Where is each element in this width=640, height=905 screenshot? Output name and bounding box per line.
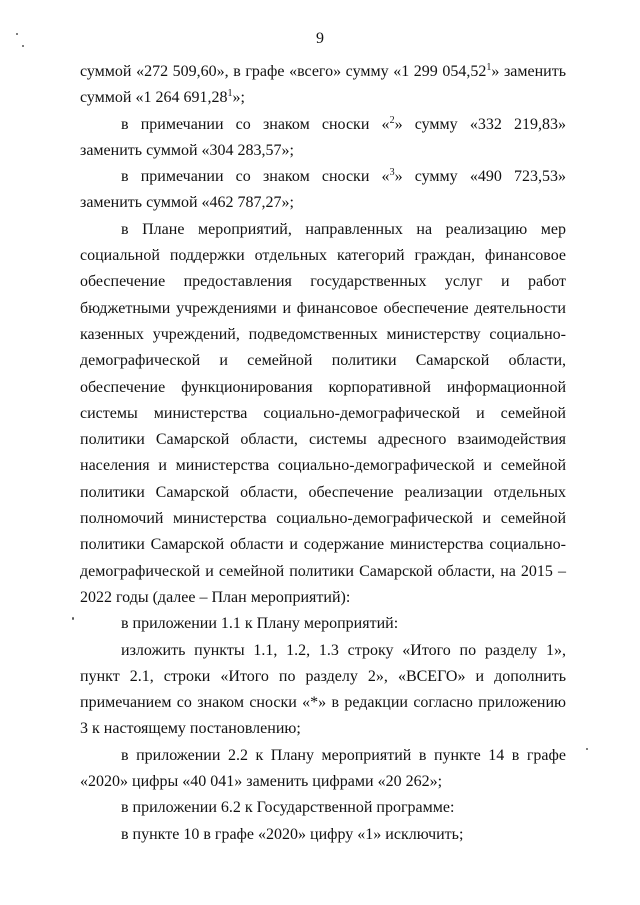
footnote-mark: 3 <box>389 167 395 179</box>
paragraph-continuation <box>80 59 566 112</box>
paragraph-text: в примечании со знаком сноски « <box>121 115 390 133</box>
scan-artifact <box>16 33 18 35</box>
paragraph-footnote-3 <box>80 164 566 217</box>
scan-artifact <box>586 748 588 750</box>
footnote-mark: 1 <box>486 62 492 73</box>
paragraph-text: » сумму «332 219,83» заменить суммой «304 283,57»; <box>80 115 566 159</box>
paragraph-plan-title: в Плане мероприятий, направленных на реализацию мер социальной поддержки отдельных категорий граждан, финансовое обеспечение предоставления государственных услуг и работ бюджетными учреждениями и финансовое обеспечение деятельности казенных учреждений, подведомственных министерству социально-демографической и семейной политики Самарской области, обеспечение функционирования корпоративной информационной системы министерства социально-демографической и семейной политики Самарской области, системы адресного взаимодействия населения и министерства социально-демографической и семейной политики Самарской области, обеспечение реализации отдельных полномочий министерства социально-демографической и семейной политики Самарской области и содержание министерства социально-демографической и семейной политики Самарской области, на 2015 – 2022 годы (далее – План мероприятий): <box>80 220 566 606</box>
paragraph-appendix-2-2: в приложении 2.2 к Плану мероприятий в пункте 14 в графе «2020» цифры «40 041» заменить цифрами «20 262»; <box>80 746 566 791</box>
paragraph-appendix-1-1: в приложении 1.1 к Плану мероприятий: <box>121 615 399 633</box>
page-number: 9 <box>316 30 324 47</box>
paragraph-text: »; <box>232 89 245 107</box>
scan-artifact <box>22 45 24 47</box>
footnote-mark: 1 <box>227 88 233 100</box>
paragraph-text: » сумму «490 723,53» заменить суммой «462 787,27»; <box>80 168 566 212</box>
footnote-mark: 2 <box>389 114 395 126</box>
paragraph-replace-items: изложить пункты 1.1, 1.2, 1.3 строку «Итого по разделу 1», пункт 2.1, строки «Итого по разделу 2», «ВСЕГО» и дополнить примечанием со знаком сноски «*» в редакции согласно приложению 3 к настоящему постановлению; <box>80 641 566 738</box>
paragraph-item-10: в пункте 10 в графе «2020» цифру «1» исключить; <box>121 825 464 843</box>
paragraph-text: суммой «272 509,60», в графе «всего» сумму «1 299 054,52 <box>80 63 487 80</box>
document-body <box>80 59 566 848</box>
paragraph-appendix-6-2: в приложении 6.2 к Государственной программе: <box>121 799 455 817</box>
paragraph-text: » заменить суммой «1 264 691,28 <box>80 63 567 107</box>
paragraph-text: в примечании со знаком сноски « <box>121 168 390 186</box>
paragraph-footnote-2 <box>80 112 566 165</box>
scan-artifact <box>72 617 74 620</box>
